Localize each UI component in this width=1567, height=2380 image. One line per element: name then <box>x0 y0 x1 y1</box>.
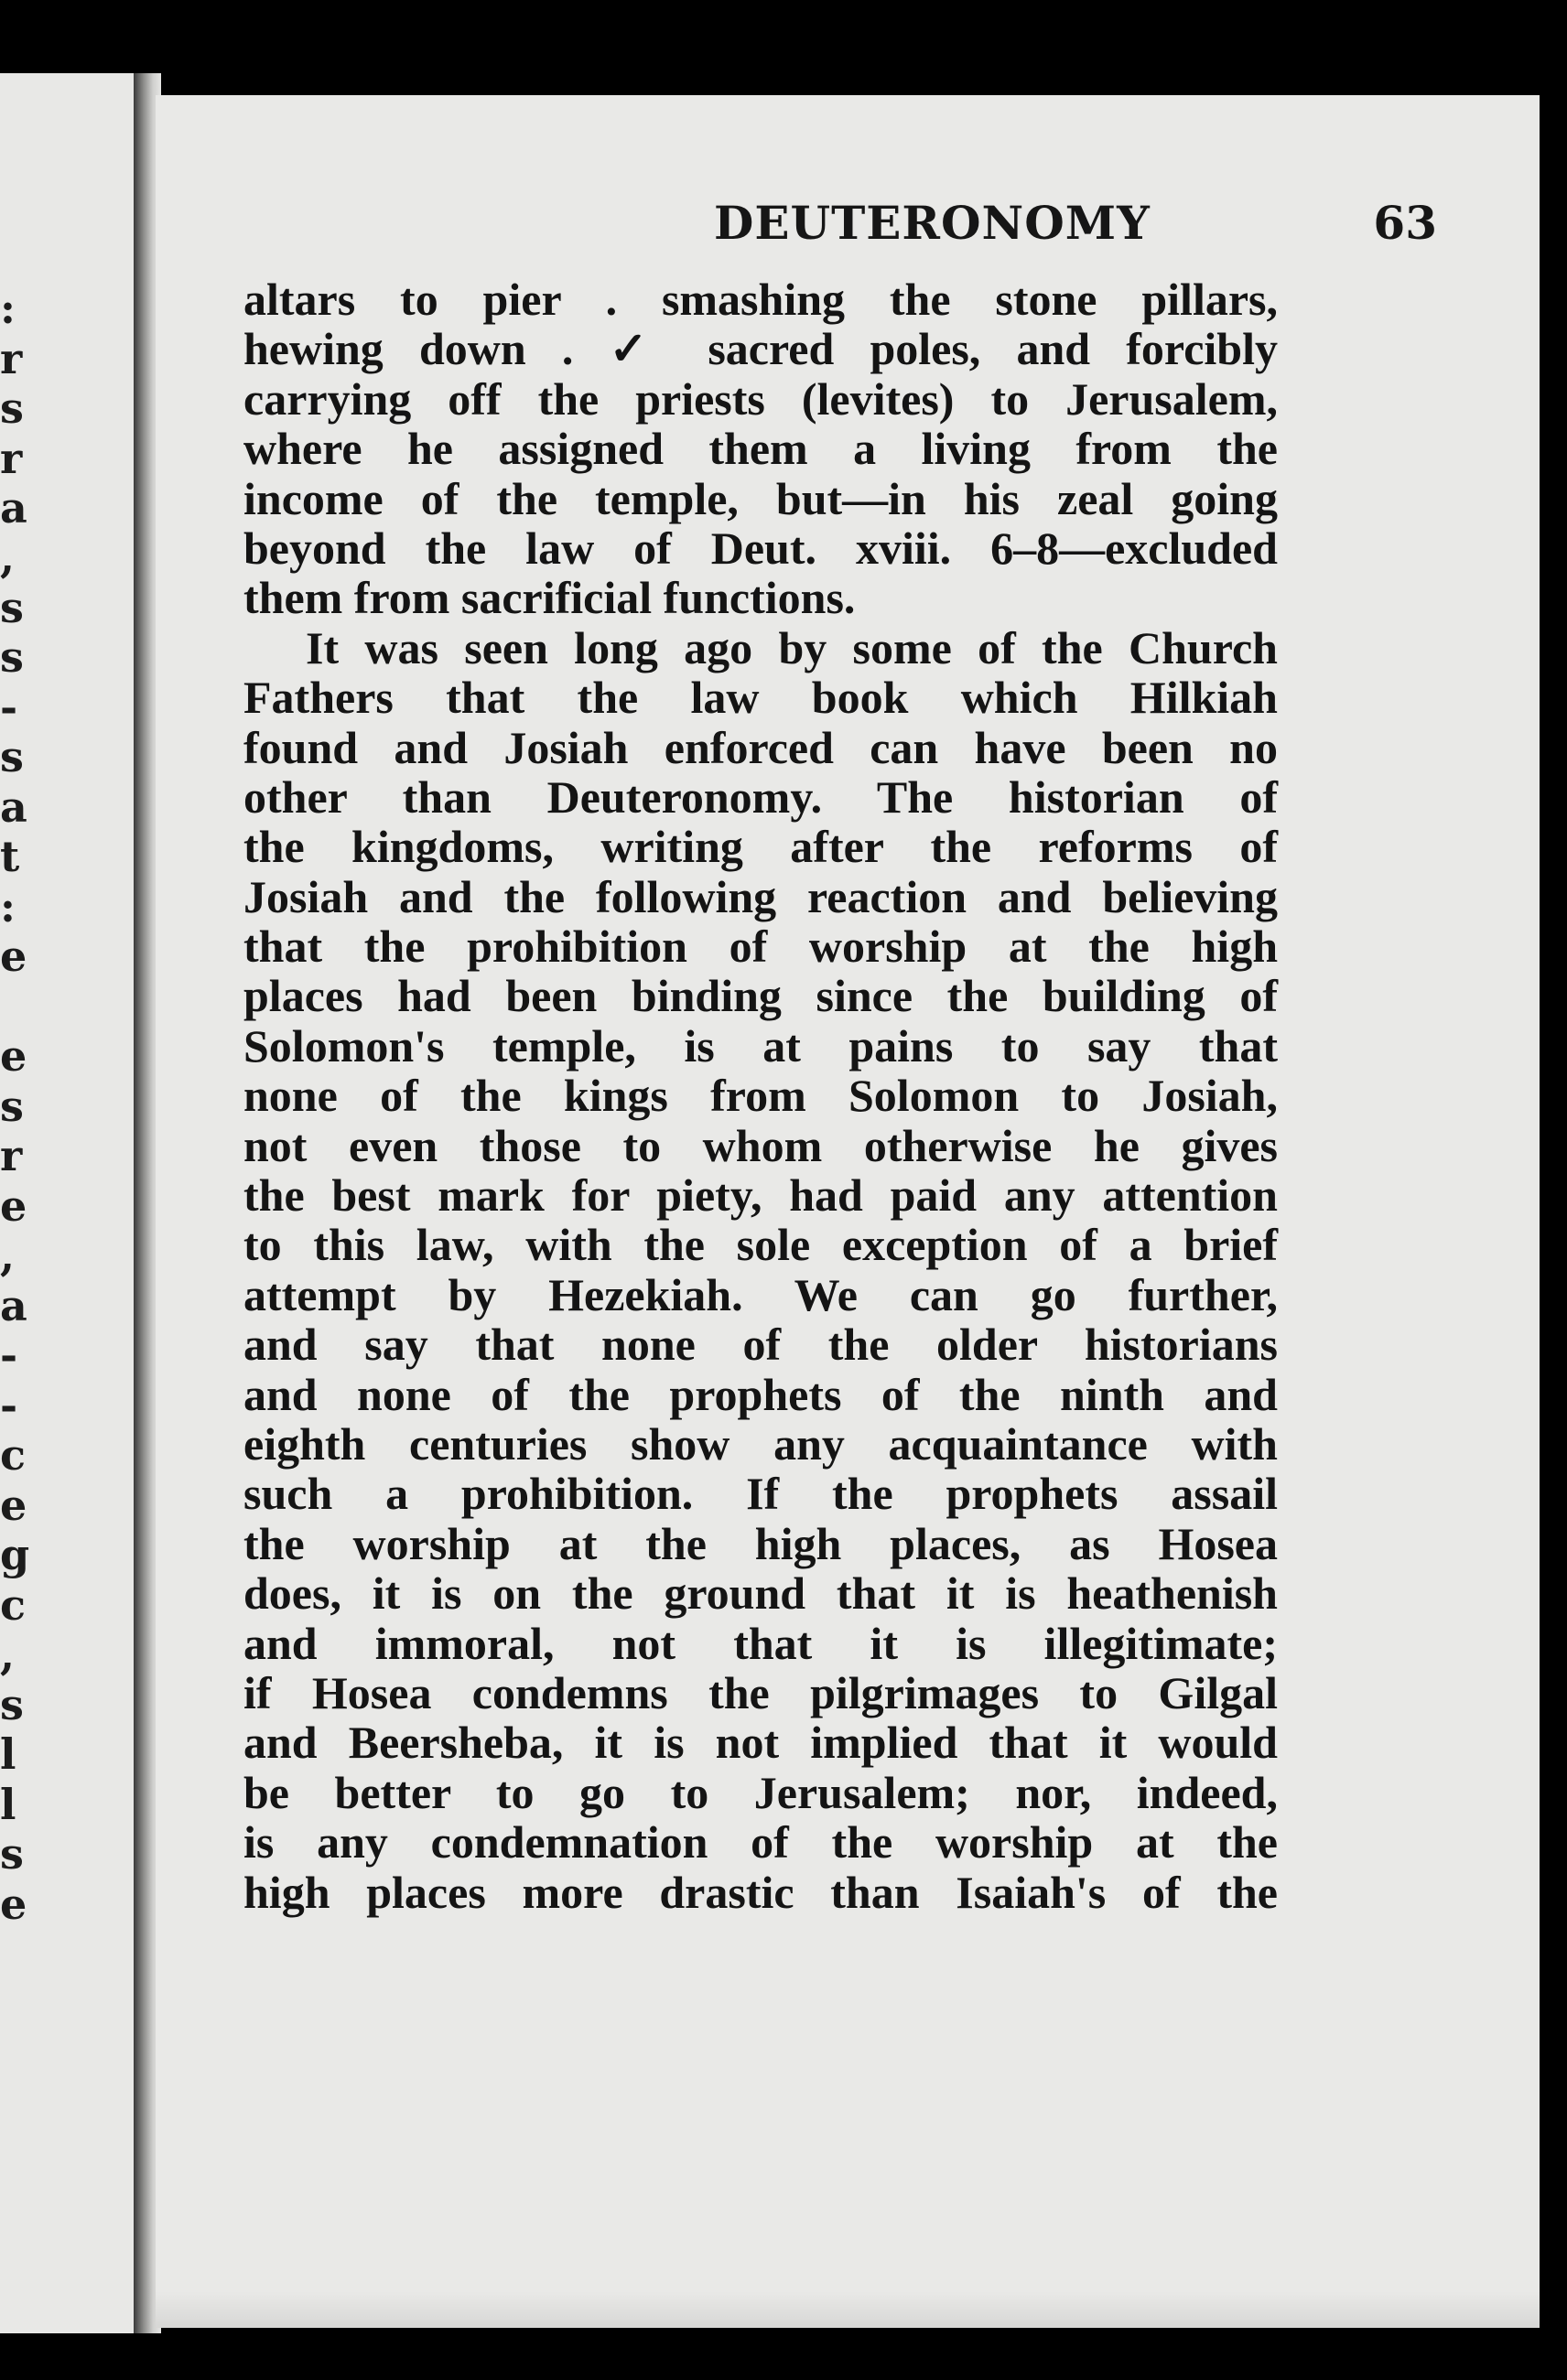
margin-fragment: c <box>0 1580 27 1630</box>
text-line: the worship at the high places, as Hosea <box>243 1517 1278 1569</box>
margin-fragment: , <box>0 1630 16 1679</box>
text-line: eighth centuries show any acquaintance with <box>243 1417 1278 1470</box>
text-line: and none of the prophets of the ninth and <box>243 1368 1278 1420</box>
margin-fragment: l <box>0 1780 16 1829</box>
facing-page-margin-fragments <box>0 73 30 2333</box>
margin-fragment: s <box>0 732 24 781</box>
margin-fragment: r <box>0 1131 23 1180</box>
text-line: beyond the law of Deut. xviii. 6–8—excluded <box>243 522 1278 574</box>
text-line: found and Josiah enforced can have been no <box>243 721 1278 773</box>
margin-fragment: t <box>0 832 20 881</box>
margin-fragment: a <box>0 1281 27 1330</box>
text-line: the best mark for piety, had paid any attention <box>243 1169 1278 1222</box>
text-line: where he assigned them a living from the <box>243 423 1278 475</box>
text-line: Josiah and the following reaction and believing <box>243 870 1278 922</box>
text-line: such a prohibition. If the prophets assail <box>243 1468 1278 1520</box>
margin-fragment: , <box>0 1231 16 1280</box>
running-title: DEUTERONOMY <box>714 196 1151 250</box>
margin-fragment: s <box>0 383 24 433</box>
margin-fragment: s <box>0 583 24 632</box>
text-line: high places more drastic than Isaiah's of the <box>243 1866 1278 1918</box>
margin-fragment: e <box>0 1181 27 1231</box>
page-number: 63 <box>1373 196 1437 250</box>
margin-fragment: e <box>0 1481 27 1530</box>
text-line: other than Deuteronomy. The historian of <box>243 770 1278 823</box>
text-line: none of the kings from Solomon to Josiah, <box>243 1070 1278 1122</box>
margin-fragment: : <box>0 882 16 932</box>
margin-fragment: : <box>0 284 16 333</box>
text-line: not even those to whom otherwise he gives <box>243 1119 1278 1171</box>
margin-fragment: s <box>0 1680 24 1729</box>
facing-page-edge <box>0 73 137 2333</box>
margin-fragment: - <box>0 683 18 732</box>
margin-fragment: s <box>0 632 24 682</box>
margin-fragment: e <box>0 1031 27 1081</box>
text-line: that the prohibition of worship at the high <box>243 921 1278 973</box>
text-line: Solomon's temple, is at pains to say that <box>243 1019 1278 1072</box>
margin-fragment: e <box>0 932 27 981</box>
margin-fragment: g <box>0 1530 30 1579</box>
text-line: if Hosea condemns the pilgrimages to Gilgal <box>243 1666 1278 1718</box>
margin-fragment: - <box>0 1330 18 1380</box>
margin-fragment: - <box>0 1381 18 1430</box>
text-line: places had been binding since the building of <box>243 970 1278 1022</box>
text-line: does, it is on the ground that it is heathenish <box>243 1567 1278 1620</box>
text-line: altars to pier . smashing the stone pillars, <box>243 274 1278 325</box>
margin-fragment: s <box>0 1082 24 1131</box>
margin-fragment: a <box>0 782 27 832</box>
text-line: be better to go to Jerusalem; nor, indeed, <box>243 1766 1278 1818</box>
margin-fragment: , <box>0 533 16 582</box>
book-page <box>156 95 1540 2328</box>
text-line: them from sacrificial functions. <box>243 572 856 624</box>
text-line: the kingdoms, writing after the reforms of <box>243 821 1278 873</box>
text-line: and immoral, not that it is illegitimate; <box>243 1617 1278 1669</box>
text-line: carrying off the priests (levites) to Jerusalem, <box>243 372 1278 425</box>
text-line: attempt by Hezekiah. We can go further, <box>243 1268 1278 1320</box>
text-line: is any condemnation of the worship at the <box>243 1816 1278 1868</box>
page-bottom-shadow <box>156 2291 1540 2328</box>
margin-fragment: a <box>0 483 27 533</box>
paragraph-first-line: It was seen long ago by some of the Church <box>306 621 1278 673</box>
text-line: income of the temple, but—in his zeal going <box>243 472 1278 524</box>
text-line: to this law, with the sole exception of a brief <box>243 1219 1278 1271</box>
margin-fragment: s <box>0 1829 24 1879</box>
text-line: and say that none of the older historians <box>243 1319 1278 1371</box>
text-line: hewing down . ✓ sacred poles, and forcibly <box>243 323 1278 375</box>
margin-fragment: r <box>0 334 23 383</box>
margin-fragment: r <box>0 434 23 483</box>
body-text <box>243 275 1278 1917</box>
text-line: and Beersheba, it is not implied that it would <box>243 1717 1278 1769</box>
margin-fragment: l <box>0 1729 16 1779</box>
running-head <box>558 196 1437 260</box>
margin-fragment: e <box>0 1879 27 1929</box>
margin-fragment: c <box>0 1430 27 1480</box>
text-line: Fathers that the law book which Hilkiah <box>243 672 1278 724</box>
